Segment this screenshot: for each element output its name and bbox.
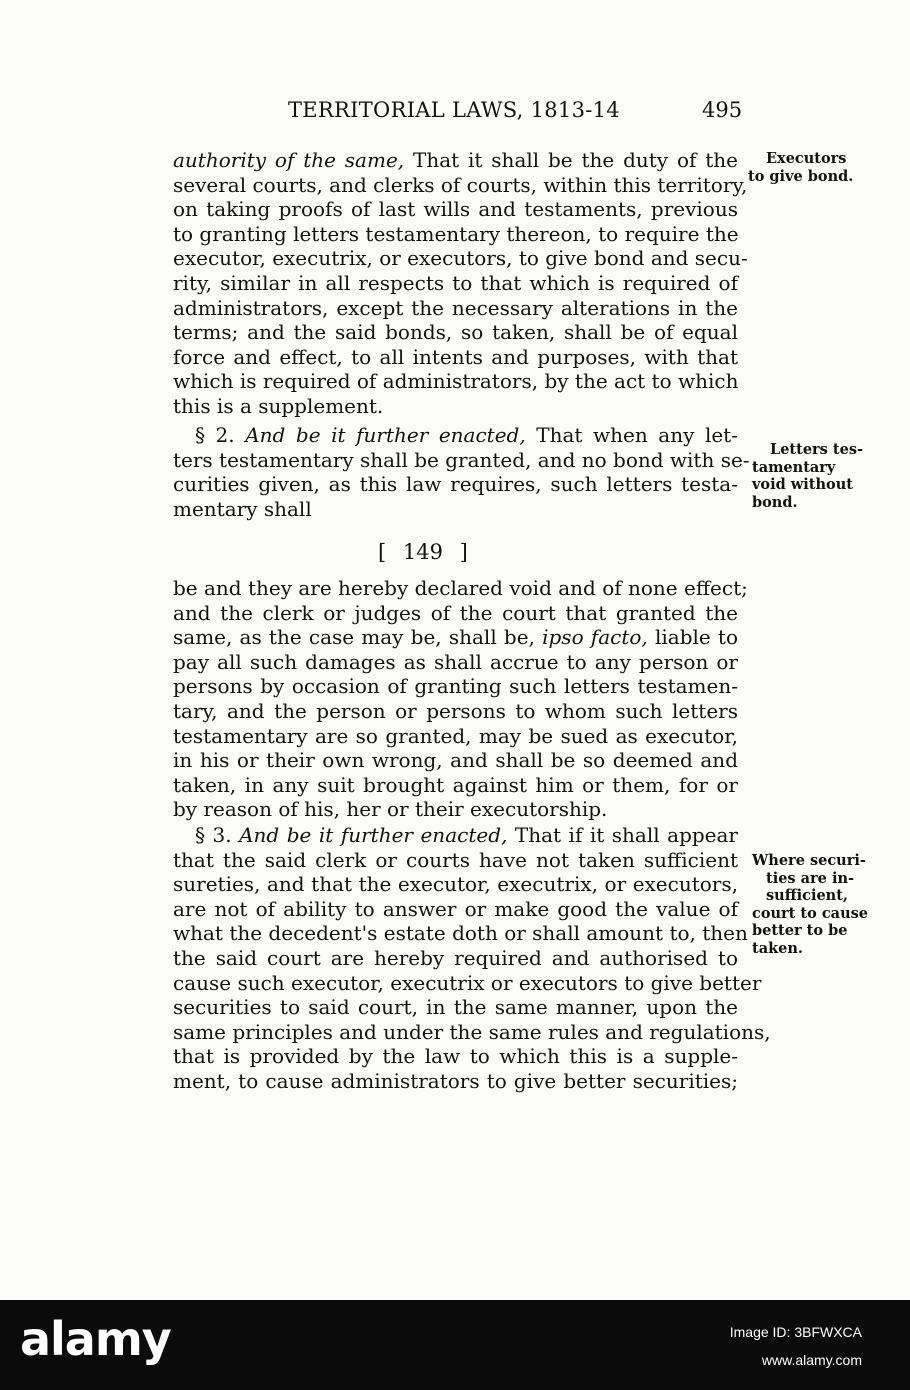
paragraph-1 <box>173 148 748 419</box>
italic-phrase: And be it further enacted, <box>245 423 526 447</box>
text-line: be and they are hereby declared void and of none effect; <box>173 576 748 600</box>
paragraph-2 <box>173 423 750 521</box>
text-line: authority of the same, That it shall be the duty of the <box>173 148 738 172</box>
original-page-mark: [ 149 ] <box>378 540 468 564</box>
text-line: curities given, as this law requires, such letters testa- <box>173 472 738 497</box>
text-line: cause such executor, executrix or executors to give better <box>173 970 762 995</box>
text-line: which is required of administrators, by the act to which <box>173 369 739 394</box>
margin-note-insufficient-securities: Where securi- ties are in- sufficient, court to cause better to be taken. <box>752 852 868 957</box>
text-line: rity, similar in all respects to that which is required of <box>173 270 738 295</box>
italic-phrase: ipso facto, <box>542 625 648 650</box>
text-line: ters testamentary shall be granted, and no bond with se- <box>173 447 750 472</box>
text-line: force and effect, to all intents and purposes, with that <box>173 344 738 369</box>
text-line: what the decedent's estate doth or shall amount to, then <box>173 921 748 946</box>
running-title: TERRITORIAL LAWS, 1813-14 <box>288 98 620 122</box>
text-line: same principles and under the same rules and regulations, <box>173 1019 771 1044</box>
text-line: executor, executrix, or executors, to give bond and secu- <box>173 246 748 271</box>
text-line: taken, in any suit brought against him or them, for or <box>173 772 738 797</box>
text-line: pay all such damages as shall accrue to any person or <box>173 649 738 674</box>
margin-note-executors-bond: Executors to give bond. <box>748 150 854 185</box>
section-mark: § 3. <box>195 823 232 847</box>
margin-note-letters-void: Letters tes- tamentary void without bond. <box>752 441 863 511</box>
paragraph-3 <box>173 576 748 822</box>
text-line: same, as the case may be, shall be, ipso facto, liable to <box>173 625 738 650</box>
watermark-bar <box>0 1300 910 1390</box>
text-line: in his or their own wrong, and shall be so deemed and <box>173 748 738 773</box>
text-line: securities to said court, in the same manner, upon the <box>173 995 738 1020</box>
text-line: § 3. And be it further enacted, That if it shall appear <box>195 823 738 847</box>
text-line: several courts, and clerks of courts, within this territory, <box>173 172 748 197</box>
text-line: administrators, except the necessary alterations in the <box>173 295 738 320</box>
text-line: § 2. And be it further enacted, That when any let- <box>195 423 738 447</box>
text-line: by reason of his, her or their executorship. <box>173 797 608 822</box>
text-line: sureties, and that the executor, executrix, or executors, <box>173 872 738 897</box>
text-line: persons by occasion of granting such letters testamen- <box>173 674 738 699</box>
text-line: to granting letters testamentary thereon, to require the <box>173 221 739 246</box>
site-url-label: www.alamy.com <box>761 1352 862 1368</box>
brand-logo: alamy <box>20 1312 171 1366</box>
text-line: terms; and the said bonds, so taken, shall be of equal <box>173 320 738 345</box>
text-line: this is a supplement. <box>173 393 384 418</box>
text-line: tary, and the person or persons to whom such letters <box>173 698 738 723</box>
text-line: testamentary are so granted, may be sued as executor, <box>173 723 738 748</box>
section-mark: § 2. <box>195 423 235 447</box>
text-line: the said court are hereby required and authorised to <box>173 945 738 970</box>
text-line: mentary shall <box>173 496 312 521</box>
text-line: that is provided by the law to which this is a supple- <box>173 1044 738 1069</box>
text-line: on taking proofs of last wills and testaments, previous <box>173 197 738 222</box>
italic-phrase: And be it further enacted, <box>239 823 508 847</box>
text-line: are not of ability to answer or make good the value of <box>173 896 738 921</box>
text-line: ment, to cause administrators to give better securities; <box>173 1068 738 1093</box>
page-number: 495 <box>702 98 743 122</box>
text-line: that the said clerk or courts have not taken sufficient <box>173 847 738 872</box>
image-id-label: Image ID: 3BFWXCA <box>729 1324 862 1340</box>
text-line: and the clerk or judges of the court that granted the <box>173 600 738 625</box>
italic-phrase: authority of the same, <box>173 148 405 172</box>
paragraph-4 <box>173 823 771 1094</box>
